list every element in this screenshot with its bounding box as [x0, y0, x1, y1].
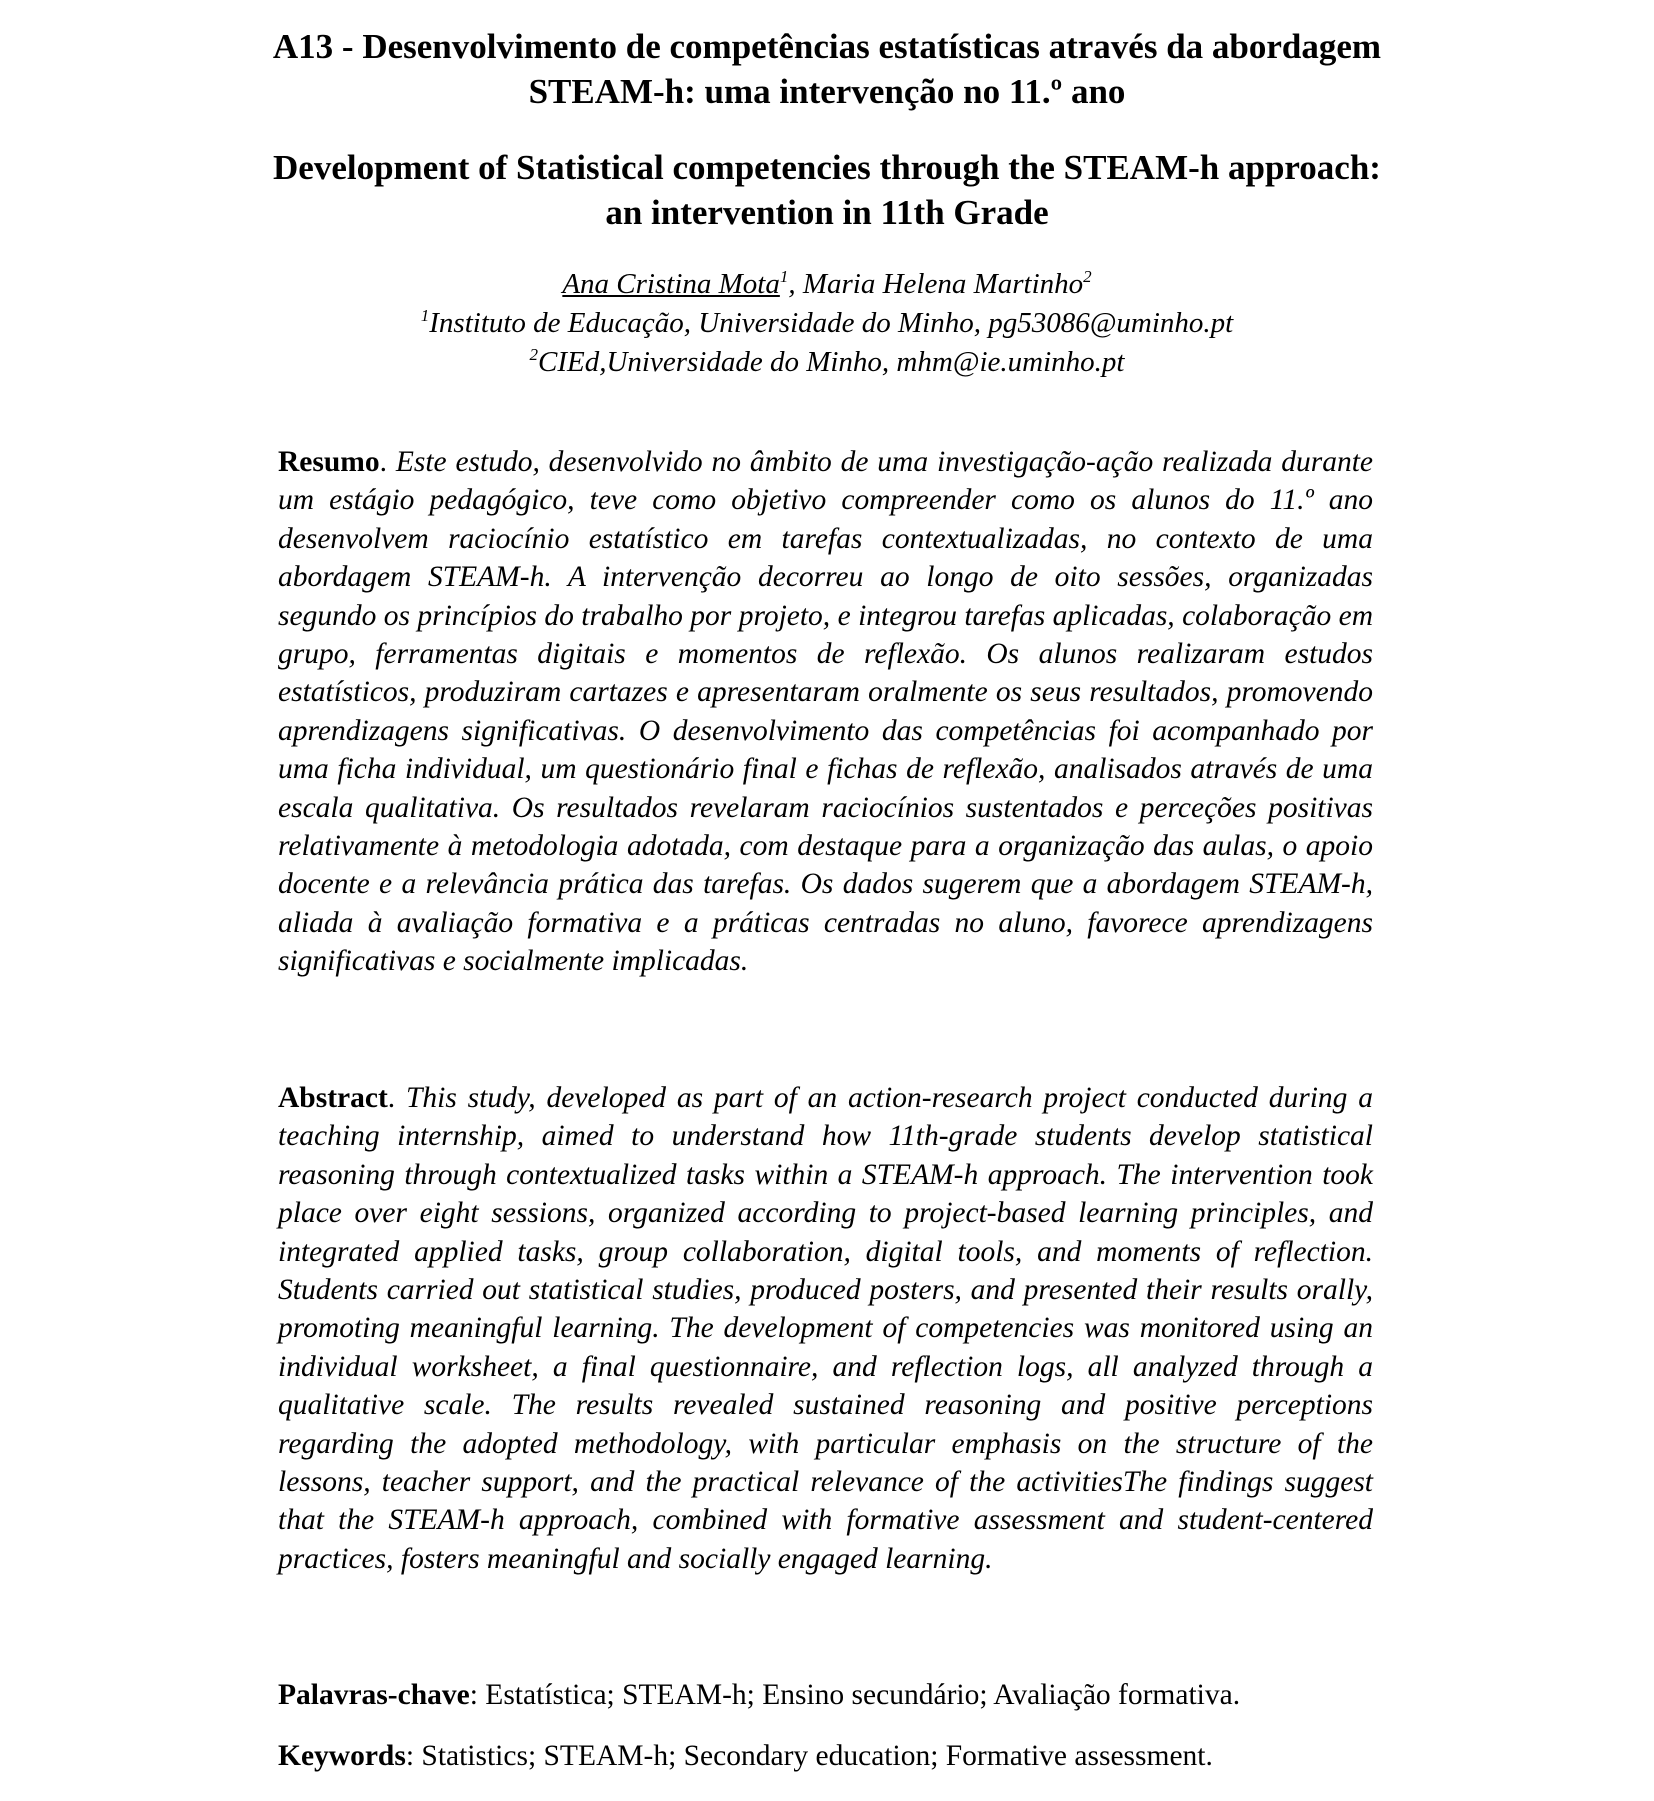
affiliation-1-mark: 1 [420, 306, 430, 325]
title-portuguese-line-2: STEAM-h: uma intervenção no 11.º ano [528, 72, 1126, 111]
keywords-english [278, 1737, 1373, 1775]
keywords-portuguese [278, 1676, 1373, 1714]
keywords-portuguese-label: Palavras-chave [278, 1679, 470, 1711]
abstract-paragraph [278, 1079, 1373, 1578]
affiliation-2-text: CIEd,Universidade do Minho, mhm@ie.uminho.pt [538, 346, 1125, 378]
keywords-english-colon: : [405, 1740, 422, 1772]
keywords-english-text: Statistics; STEAM-h; Secondary education; Formative assessment. [421, 1740, 1213, 1772]
affiliation-2-mark: 2 [529, 345, 538, 364]
affiliation-1 [150, 304, 1504, 343]
keywords-portuguese-colon: : [469, 1679, 486, 1711]
keywords-portuguese-text: Estatística; STEAM-h; Ensino secundário; Avaliação formativa. [485, 1679, 1241, 1711]
resumo-label: Resumo [278, 446, 380, 478]
author-1-name: Ana Cristina Mota [562, 268, 780, 300]
title-portuguese [150, 24, 1504, 114]
author-separator: , [788, 268, 803, 300]
author-names [150, 265, 1504, 304]
affiliation-2 [150, 343, 1504, 382]
abstract-label-period: . [387, 1082, 406, 1114]
title-portuguese-line-1: A13 - Desenvolvimento de competências estatísticas através da abordagem [272, 27, 1382, 66]
affiliation-1-text: Instituto de Educação, Universidade do Minho, pg53086@uminho.pt [429, 307, 1234, 339]
resumo-text: Este estudo, desenvolvido no âmbito de uma investigação-ação realizada durante um estágio pedagógico, teve como objetivo compreender como os alunos do 11.º ano desenvolvem raciocínio estatístico em tarefas contextualizadas, no contexto de uma abordagem STEAM-h. A intervenção decorreu ao longo de oito sessões, organizadas segundo os princípios do trabalho por projeto, e integrou tarefas aplicadas, colaboração em grupo, ferramentas digitais e momentos de reflexão. Os alunos realizaram estudos estatísticos, produziram cartazes e apresentaram oralmente os seus resultados, promovendo aprendizagens significativas. O desenvolvimento das competências foi acompanhado por uma ficha individual, um questionário final e fichas de reflexão, analisados através de uma escala qualitativa. Os resultados revelaram raciocínios sustentados e perceções positivas relativamente à metodologia adotada, com destaque para a organização das aulas, o apoio docente e a relevância prática das tarefas. Os dados sugerem que a abordagem STEAM-h, aliada à avaliação formativa e a práticas centradas no aluno, favorece aprendizagens significativas e socialmente implicadas. [278, 446, 1373, 978]
author-block [150, 265, 1504, 382]
resumo-label-period: . [379, 446, 396, 478]
title-english [150, 145, 1504, 235]
title-english-line-1: Development of Statistical competencies through the STEAM-h approach: [273, 148, 1381, 187]
abstract-label: Abstract [278, 1082, 388, 1114]
title-english-line-2: an intervention in 11th Grade [605, 193, 1049, 232]
keywords-english-label: Keywords [278, 1740, 406, 1772]
author-1-affiliation-mark: 1 [779, 267, 789, 286]
author-2-affiliation-mark: 2 [1083, 267, 1092, 286]
abstract-text: This study, developed as part of an action-research project conducted during a teaching internship, aimed to understand how 11th-grade students develop statistical reasoning through contextualized tasks within a STEAM-h approach. The intervention took place over eight sessions, organized according to project-based learning principles, and integrated applied tasks, group collaboration, digital tools, and moments of reflection. Students carried out statistical studies, produced posters, and presented their results orally, promoting meaningful learning. The development of competencies was monitored using an individual worksheet, a final questionnaire, and reflection logs, all analyzed through a qualitative scale. The results revealed sustained reasoning and positive perceptions regarding the adopted methodology, with particular emphasis on the structure of the lessons, teacher support, and the practical relevance of the activitiesThe findings suggest that the STEAM-h approach, combined with formative assessment and student-centered practices, fosters meaningful and socially engaged learning. [278, 1082, 1374, 1575]
resumo-paragraph [278, 443, 1373, 981]
author-2-name: Maria Helena Martinho [802, 268, 1084, 300]
